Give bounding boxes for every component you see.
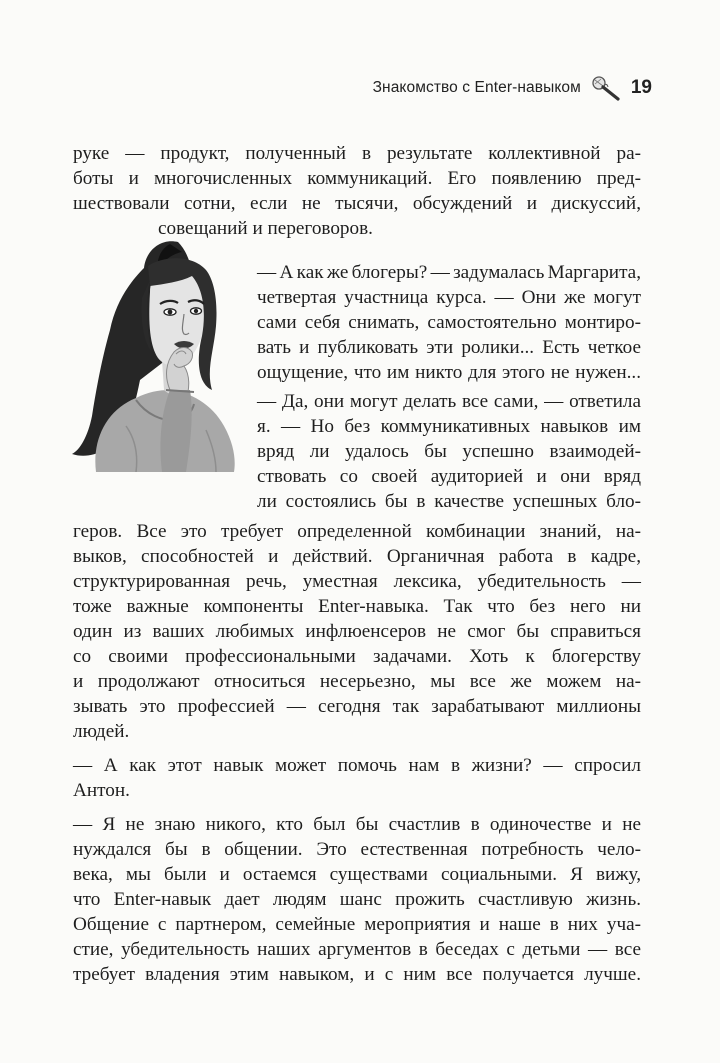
text-line: вряд ли удалось бы успешно взаимодей- bbox=[257, 441, 641, 462]
text-line: структурированная речь, уместная лексика, убедительность — bbox=[73, 571, 641, 592]
text-line: один из ваших любимых инфлюенсеров не смог бы справиться bbox=[73, 621, 642, 642]
microphone-icon bbox=[589, 74, 623, 102]
text-line: века, мы были и остаемся существами социальными. Я вижу, bbox=[73, 864, 641, 885]
text-line: боты и многочисленных коммуникаций. Его появлению пред- bbox=[73, 168, 641, 189]
text-line: ли состоялись бы в качестве успешных бло- bbox=[257, 491, 641, 512]
text-line: людей. bbox=[73, 721, 130, 742]
text-line: со своими профессиональными задачами. Хоть к блогерству bbox=[73, 646, 641, 667]
text-line: выков, способностей и действий. Органичная работа в кадре, bbox=[73, 546, 641, 567]
text-line: — А как этот навык может помочь нам в жизни? — спросил bbox=[73, 755, 641, 776]
text-line: Антон. bbox=[73, 780, 130, 801]
text-line: ощущение, что им никто для этого не нужен... bbox=[257, 362, 641, 383]
text-line: нуждался бы в общении. Это естественная потребность чело- bbox=[73, 839, 641, 860]
page-number: 19 bbox=[630, 77, 652, 98]
text-line: шествовали сотни, если не тысячи, обсуждений и дискуссий, bbox=[73, 193, 641, 214]
text-line: я. — Но без коммуникативных навыков им bbox=[257, 416, 641, 437]
text-line: и продолжают относиться несерьезно, мы все же можем на- bbox=[73, 671, 641, 692]
text-line: руке — продукт, полученный в результате коллективной ра- bbox=[73, 143, 641, 164]
text-line: требует владения этим навыком, и с ним все получается лучше. bbox=[73, 964, 641, 985]
text-line: вать и публиковать эти ролики... Есть четкое bbox=[257, 337, 641, 358]
text-line: стие, убедительность наших аргументов в беседах с детьми — все bbox=[73, 939, 641, 960]
text-line: четвертая участница курса. — Они же могут bbox=[257, 287, 641, 308]
text-line: зывать это профессией — сегодня так зарабатывают миллионы bbox=[73, 696, 641, 717]
running-header bbox=[373, 74, 652, 102]
text-line: — Я не знаю никого, кто был бы счастлив в одиночестве и не bbox=[73, 814, 641, 835]
text-line: ствовать со своей аудиторией и они вряд bbox=[257, 466, 641, 487]
text-line: Общение с партнером, семейные мероприятия и наше в них уча- bbox=[73, 914, 641, 935]
woman-portrait-illustration bbox=[66, 240, 248, 472]
text-line: тоже важные компоненты Enter-навыка. Так что без него ни bbox=[73, 596, 641, 617]
text-line: совещаний и переговоров. bbox=[158, 218, 373, 239]
text-line: что Enter-навык дает людям шанс прожить счастливую жизнь. bbox=[73, 889, 641, 910]
header-title: Знакомство с Enter-навыком bbox=[372, 79, 581, 96]
text-line: геров. Все это требует определенной комбинации знаний, на- bbox=[73, 521, 641, 542]
text-line: — А как же блогеры? — задумалась Маргарита, bbox=[257, 262, 641, 283]
text-line: — Да, они могут делать все сами, — ответила bbox=[257, 391, 641, 412]
text-line: сами себя снимать, самостоятельно монтиро- bbox=[257, 312, 641, 333]
